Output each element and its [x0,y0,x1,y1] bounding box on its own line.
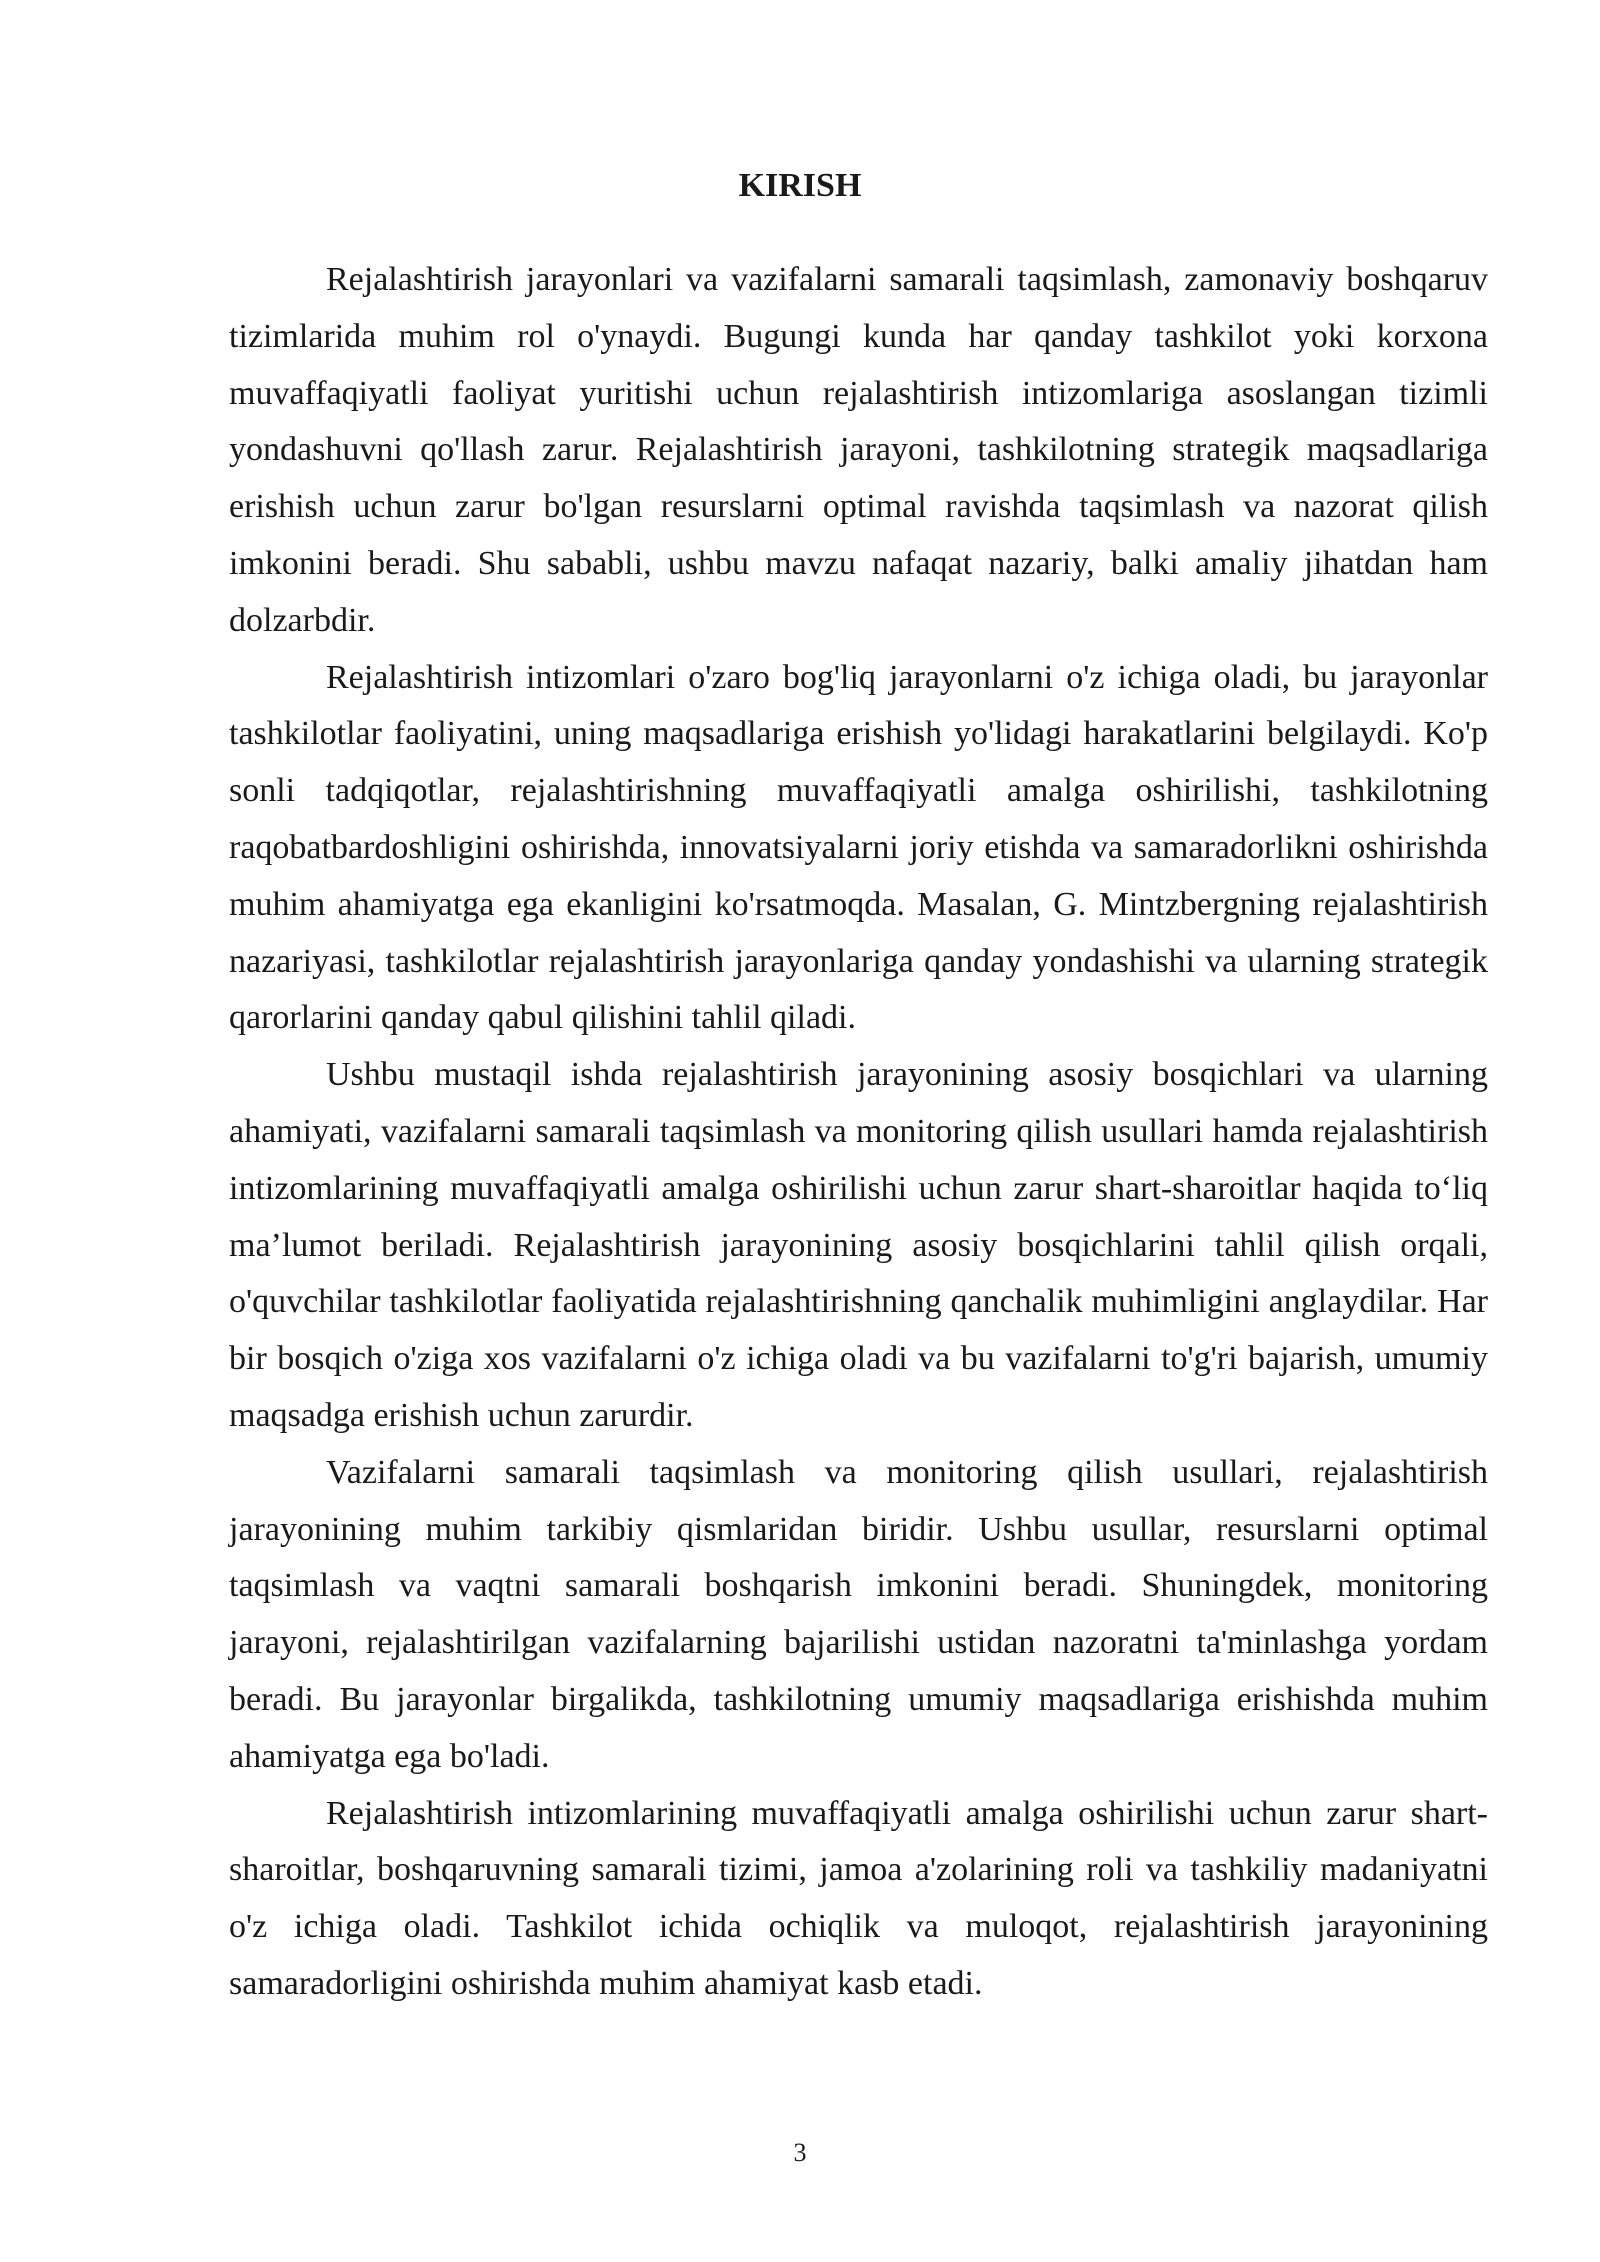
paragraph: Rejalashtirish intizomlarining muvaffaqiyatli amalga oshirilishi uchun zarur shart-sharoitlar, boshqaruvning samarali tizimi, jamoa a'zolarining roli va tashkiliy madaniyatni o'z ichiga oladi. Tashkilot ichida ochiqlik va muloqot, rejalashtirish jarayonining samaradorligini oshirishda muhim ahamiyat kasb etadi. [229,1794,1488,2002]
page-title: KIRISH [738,167,862,204]
paragraph: Vazifalarni samarali taqsimlash va monitoring qilish usullari, rejalashtirish jarayonining muhim tarkibiy qismlaridan biridir. Ushbu usullar, resurslarni optimal taqsimlash va vaqtni samarali boshqarish imkonini beradi. Shuningdek, monitoring jarayoni, rejalashtirilgan vazifalarning bajarilishi ustidan nazoratni ta'minlashga yordam beradi. Bu jarayonlar birgalikda, tashkilotning umumiy maqsadlariga erishishda muhim ahamiyatga ega bo'ladi. [229,1453,1488,1775]
paragraph: Rejalashtirish jarayonlari va vazifalarni samarali taqsimlash, zamonaviy boshqaruv tizimlarida muhim rol o'ynaydi. Bugungi kunda har qanday tashkilot yoki korxona muvaffaqiyatli faoliyat yuritishi uchun rejalashtirish intizomlariga asoslangan tizimli yondashuvni qo'llash zarur. Rejalashtirish jarayoni, tashkilotning strategik maqsadlariga erishish uchun zarur bo'lgan resurslarni optimal ravishda taqsimlash va nazorat qilish imkonini beradi. Shu sababli, ushbu mavzu nafaqat nazariy, balki amaliy jihatdan ham dolzarbdir. [229,261,1488,639]
paragraph: Rejalashtirish intizomlari o'zaro bog'liq jarayonlarni o'z ichiga oladi, bu jarayonlar tashkilotlar faoliyatini, uning maqsadlariga erishish yo'lidagi harakatlarini belgilaydi. Ko'p sonli tadqiqotlar, rejalashtirishning muvaffaqiyatli amalga oshirilishi, tashkilotning raqobatbardoshligini oshirishda, innovatsiyalarni joriy etishda va samaradorlikni oshirishda muhim ahamiyatga ega ekanligini ko'rsatmoqda. Masalan, G. Mintzbergning rejalashtirish nazariyasi, tashkilotlar rejalashtirish jarayonlariga qanday yondashishi va ularning strategik qarorlarini qanday qabul qilishini tahlil qiladi. [229,658,1488,1037]
paragraph: Ushbu mustaqil ishda rejalashtirish jarayonining asosiy bosqichlari va ularning ahamiyati, vazifalarni samarali taqsimlash va monitoring qilish usullari hamda rejalashtirish intizomlarining muvaffaqiyatli amalga oshirilishi uchun zarur shart-sharoitlar haqida to‘liq ma’lumot beriladi. Rejalashtirish jarayonining asosiy bosqichlarini tahlil qilish orqali, o'quvchilar tashkilotlar faoliyatida rejalashtirishning qanchalik muhimligini anglaydilar. Har bir bosqich o'ziga xos vazifalarni o'z ichiga oladi va bu vazifalarni to'g'ri bajarish, umumiy maqsadga erishish uchun zarurdir. [229,1056,1488,1434]
page-number: 3 [793,2138,807,2167]
body-text [229,252,1488,2013]
